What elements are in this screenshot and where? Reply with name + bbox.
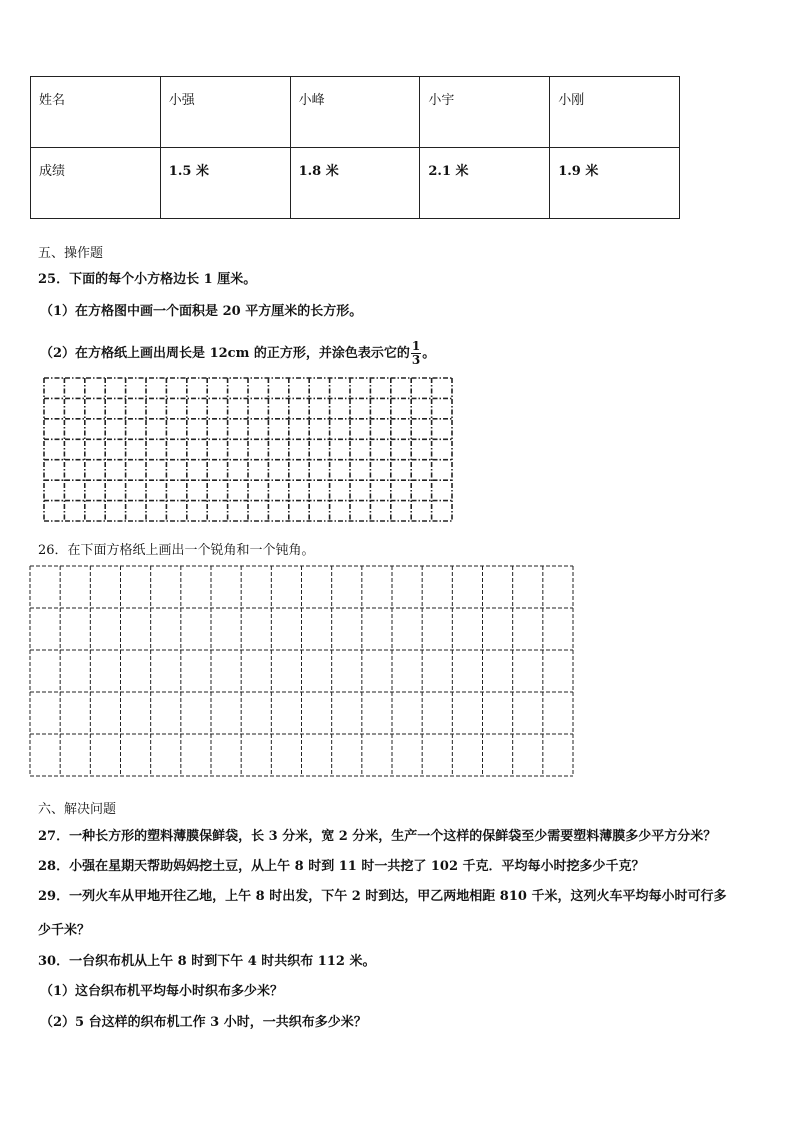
question-25-part-2-end: 。 (422, 346, 436, 361)
question-27: 27．一种长方形的塑料薄膜保鲜袋，长 3 分米，宽 2 分米，生产一个这样的保鲜袋至少需要塑料薄膜多少平方分米？ (38, 829, 717, 844)
grid-paper-q26[interactable] (28, 564, 576, 779)
score-table (30, 76, 680, 219)
table-cell: 2.1 米 (420, 148, 550, 219)
table-cell: 小强 (160, 77, 290, 148)
question-25-stem: 25．下面的每个小方格边长 1 厘米。 (38, 272, 257, 287)
question-30-part-2: （2）5 台这样的织布机工作 3 小时，一共织布多少米？ (40, 1015, 367, 1030)
question-30-part-1: （1）这台织布机平均每小时织布多少米？ (40, 984, 284, 999)
fraction (411, 340, 421, 367)
fraction-denominator: 3 (411, 353, 421, 367)
question-29-line-2: 少千米？ (38, 923, 91, 938)
table-cell: 成绩 (31, 148, 161, 219)
table-cell: 1.5 米 (160, 148, 290, 219)
table-cell: 1.8 米 (290, 148, 420, 219)
section-5-title: 五、操作题 (38, 246, 104, 261)
table-row-scores (31, 148, 680, 219)
question-25-part-2-text: （2）在方格纸上画出周长是 12cm 的正方形，并涂色表示它的 (40, 346, 410, 361)
table-cell: 姓名 (31, 77, 161, 148)
table-cell: 小峰 (290, 77, 420, 148)
table-cell: 小宇 (420, 77, 550, 148)
question-30-stem: 30．一台织布机从上午 8 时到下午 4 时共织布 112 米。 (38, 954, 376, 969)
question-25-part-2 (40, 340, 435, 367)
table-row-names (31, 77, 680, 148)
table-cell: 1.9 米 (550, 148, 680, 219)
question-29-line-1: 29．一列火车从甲地开往乙地，上午 8 时出发，下午 2 时到达，甲乙两地相距 810 千米，这列火车平均每小时可行多 (38, 889, 727, 904)
question-28: 28．小强在星期天帮助妈妈挖土豆，从上午 8 时到 11 时一共挖了 102 千克．平均每小时挖多少千克？ (38, 859, 645, 874)
question-25-part-1: （1）在方格图中画一个面积是 20 平方厘米的长方形。 (40, 304, 363, 319)
section-6-title: 六、解决问题 (38, 802, 117, 817)
table-cell: 小刚 (550, 77, 680, 148)
grid-paper-q25[interactable] (40, 374, 460, 526)
fraction-numerator: 1 (411, 339, 421, 353)
question-26-stem: 26．在下面方格纸上画出一个锐角和一个钝角。 (38, 543, 315, 558)
